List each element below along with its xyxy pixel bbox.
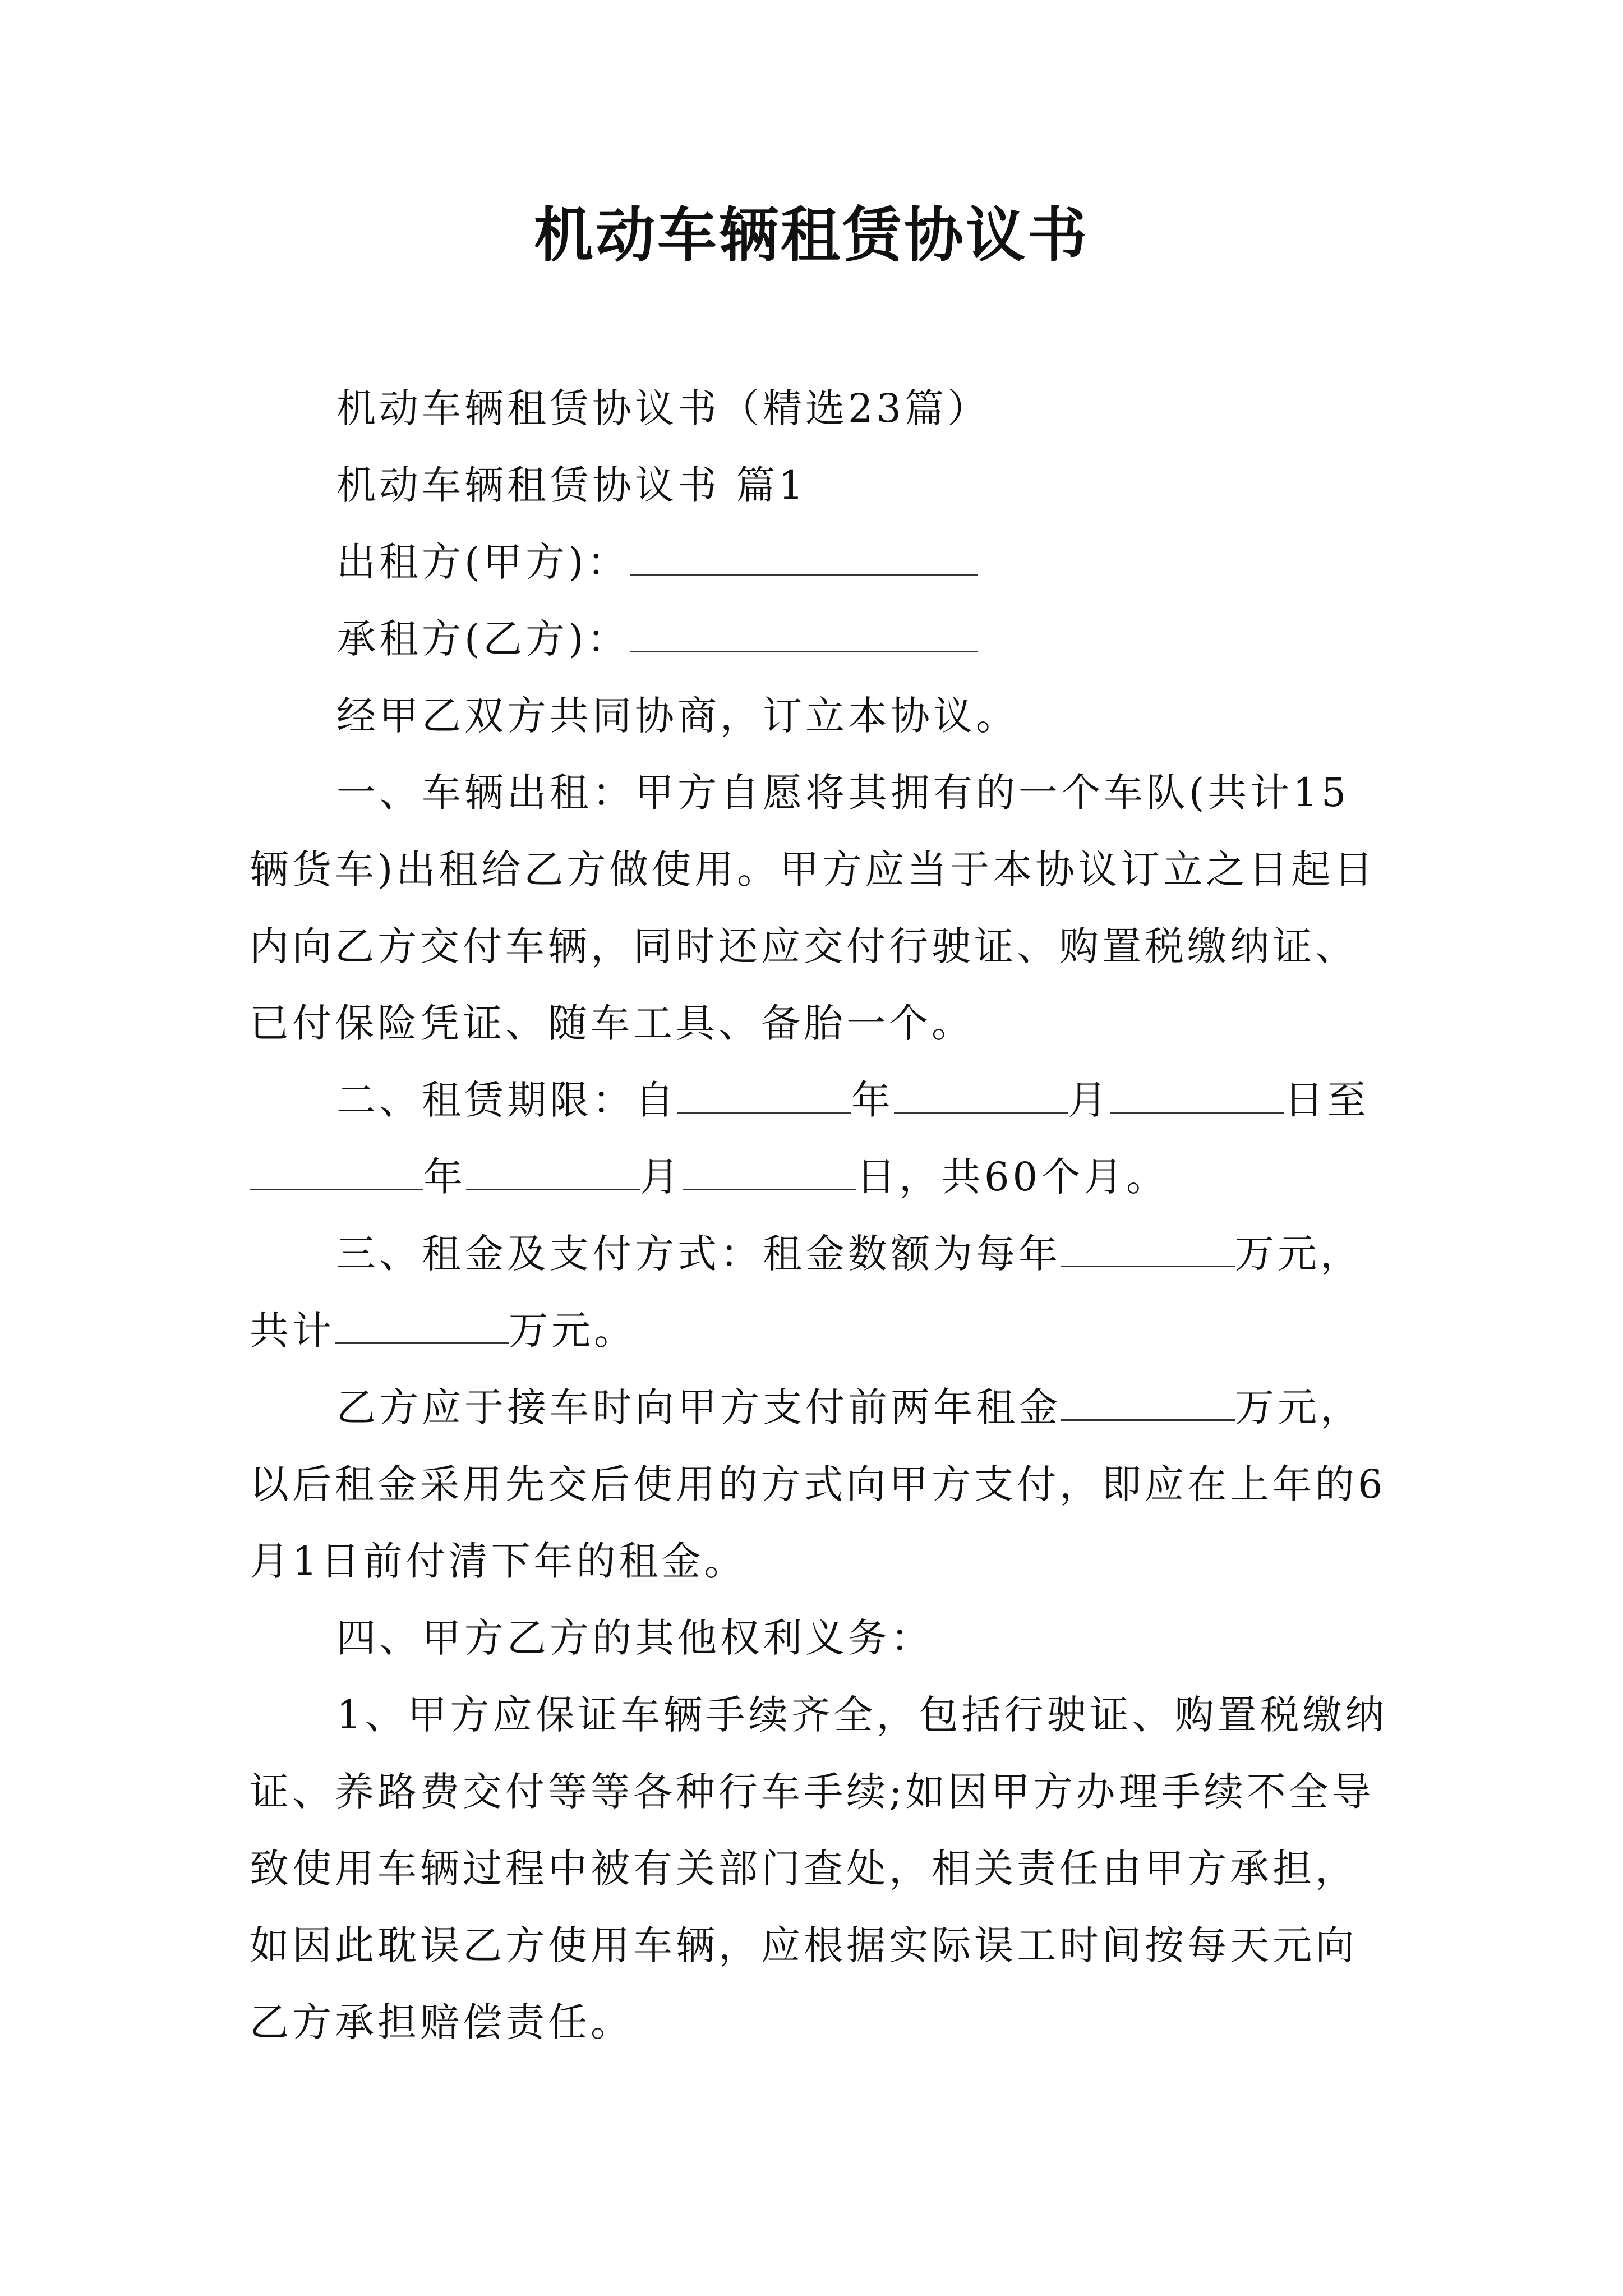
clause-2-day-1: 日至: [1284, 1077, 1370, 1123]
clause-3-unit-2: 万元。: [509, 1308, 637, 1354]
clause-4-heading: 四、甲方乙方的其他权利义务：: [336, 1615, 933, 1661]
clause-3b-paragraph: [250, 1369, 1388, 1600]
lessor-line: [250, 524, 1388, 601]
clause-2-paragraph: [250, 1062, 1388, 1216]
lessor-blank-field[interactable]: [630, 540, 978, 576]
end-month-blank[interactable]: [466, 1155, 640, 1190]
clause-2-year-2: 年: [423, 1154, 466, 1200]
clause-2-year-1: 年: [851, 1077, 894, 1123]
clause-3-prefix: 三、租金及支付方式：租金数额为每年: [336, 1231, 1061, 1277]
document-subtitle: 机动车辆租赁协议书（精选23篇）: [336, 385, 990, 431]
clause-2-month-2: 月: [640, 1154, 683, 1200]
clause-1-paragraph: 一、车辆出租：甲方自愿将其拥有的一个车队(共计15辆货车)出租给乙方做使用。甲方应当于本协议订立之日起日内向乙方交付车辆，同时还应交付行驶证、购置税缴纳证、已付保险凭证、随车工具、备胎一个。: [250, 770, 1377, 1046]
intro-paragraph: 经甲乙双方共同协商，订立本协议。: [336, 693, 1018, 739]
clause-2-month-1: 月: [1068, 1077, 1110, 1123]
end-year-blank[interactable]: [250, 1155, 423, 1190]
document-title: 机动车辆租赁协议书: [534, 200, 1089, 270]
clause-4-1-paragraph: 1、甲方应保证车辆手续齐全，包括行驶证、购置税缴纳证、养路费交付等等各种行车手续;如因甲方办理手续不全导致使用车辆过程中被有关部门查处，相关责任由甲方承担，如因此耽误乙方使用车辆，应根据实际误工时间按每天元向乙方承担赔偿责任。: [250, 1692, 1388, 2045]
clause-2-tail: 日，共60个月。: [856, 1154, 1169, 1200]
annual-rent-blank[interactable]: [1061, 1232, 1235, 1267]
lessee-line: [250, 601, 1388, 678]
prepaid-rent-blank[interactable]: [1061, 1386, 1235, 1421]
lessee-label: 承租方(乙方)：: [336, 616, 630, 662]
clause-3b-prefix: 乙方应于接车时向甲方支付前两年租金: [336, 1384, 1061, 1430]
start-day-blank[interactable]: [1110, 1078, 1284, 1114]
lessor-label: 出租方(甲方)：: [336, 539, 630, 585]
clause-2-prefix: 二、租赁期限：自: [336, 1077, 677, 1123]
total-rent-blank[interactable]: [335, 1309, 509, 1344]
clause-3-unit-1: 万元，共计: [250, 1231, 1363, 1354]
lessee-blank-field[interactable]: [630, 617, 978, 652]
end-day-blank[interactable]: [683, 1155, 856, 1190]
start-year-blank[interactable]: [677, 1078, 851, 1114]
clause-3-paragraph: [250, 1216, 1388, 1369]
clause-3b-suffix: 万元，以后租金采用先交后使用的方式向甲方支付，即应在上年的6月1日前付清下年的租金。: [250, 1384, 1386, 1584]
section-heading: 机动车辆租赁协议书 篇1: [336, 462, 807, 508]
start-month-blank[interactable]: [894, 1078, 1068, 1114]
